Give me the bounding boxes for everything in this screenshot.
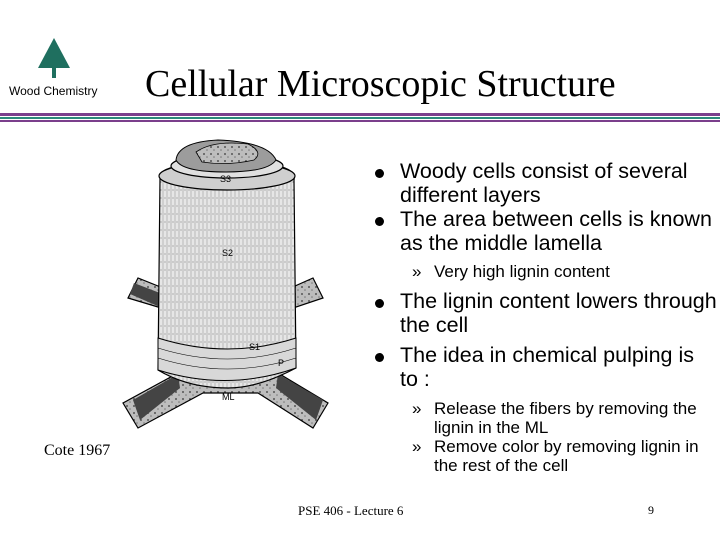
cell-wall-diagram: [118, 138, 330, 438]
tree-logo-icon: [36, 38, 72, 78]
header-rule-top: [0, 113, 720, 116]
figure-label-s3: S3: [220, 174, 232, 184]
figure-label-ml: ML: [222, 392, 235, 402]
sub-bullet-text: Remove color by removing lignin in the rest of the cell: [434, 437, 699, 475]
figure-caption: Cote 1967: [44, 442, 111, 459]
bullet-dot-icon: [375, 217, 384, 226]
bullet-list: [372, 159, 717, 475]
figure-label-s1: S1: [249, 342, 261, 352]
bullet-item: [372, 343, 717, 391]
sub-bullet-item: [372, 262, 717, 281]
figure-label-s2: S2: [222, 248, 234, 258]
page-number: 9: [648, 503, 654, 517]
bullet-dot-icon: [375, 353, 384, 362]
bullet-text: Woody cells consist of several different layers: [400, 159, 688, 207]
bullet-text: The lignin content lowers through the cell: [400, 289, 717, 337]
sub-bullet-item: [372, 399, 717, 437]
bullet-item: [372, 207, 717, 255]
header-rule-bottom: [0, 120, 720, 122]
sub-bullet-text: Release the fibers by removing the lignin in the ML: [434, 399, 697, 437]
header-rule-mid: [0, 117, 720, 119]
bullet-text: The idea in chemical pulping is to :: [400, 343, 694, 391]
bullet-item: [372, 159, 717, 207]
sub-bullet-marker: »: [412, 399, 422, 418]
bullet-dot-icon: [375, 169, 384, 178]
bullet-text: The area between cells is known as the middle lamella: [400, 207, 712, 255]
footer-lecture: PSE 406 - Lecture 6: [298, 503, 404, 518]
sub-bullet-item: [372, 437, 717, 475]
sub-bullet-marker: »: [412, 262, 422, 281]
sub-bullet-marker: »: [412, 437, 422, 456]
bullet-item: [372, 289, 717, 337]
sub-bullet-text: Very high lignin content: [434, 262, 610, 281]
page-title: Cellular Microscopic Structure: [145, 63, 616, 105]
bullet-dot-icon: [375, 299, 384, 308]
brand-label: Wood Chemistry: [9, 84, 98, 98]
figure-label-p: P: [278, 358, 285, 368]
